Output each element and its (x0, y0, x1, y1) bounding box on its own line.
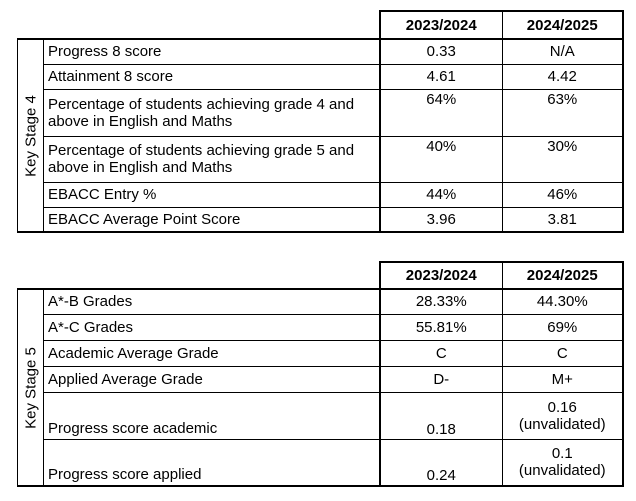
ks5-row-value-2024 (503, 392, 623, 439)
ks5-row-label: Progress score academic (44, 392, 380, 439)
ks4-row-value-2023: 40% (380, 136, 503, 182)
ks4-row-value-2023: 64% (380, 89, 503, 136)
key-stage-5-table (17, 261, 624, 487)
ks4-row-value-2024: 46% (503, 182, 623, 207)
ks4-header-2023-2024: 2023/2024 (380, 11, 503, 39)
ks5-row-value-2023: 0.24 (380, 439, 503, 486)
ks5-row-value-2024: 69% (503, 314, 623, 340)
ks5-stage-label-text: Key Stage 5 (22, 346, 39, 429)
ks4-row-value-2023: 4.61 (380, 64, 503, 89)
ks4-row-label: Progress 8 score (44, 39, 380, 64)
ks5-row-value-2023: C (380, 340, 503, 366)
ks5-row-value-2024-main: 0.1 (551, 445, 573, 463)
ks4-stage-label (18, 39, 44, 232)
ks5-row-label: A*-B Grades (44, 289, 380, 314)
ks5-row-value-2024-note: (unvalidated) (518, 415, 606, 433)
ks5-row-value-2024-note: (unvalidated) (518, 462, 606, 480)
ks4-row-label: EBACC Entry % (44, 182, 380, 207)
ks5-header-2024-2025: 2024/2025 (503, 262, 623, 289)
ks5-row-label: Academic Average Grade (44, 340, 380, 366)
ks4-row-value-2024: 30% (503, 136, 623, 182)
ks5-row-value-2023: 28.33% (380, 289, 503, 314)
ks4-row-value-2024: 3.81 (503, 207, 623, 232)
ks5-row-value-2023: D- (380, 366, 503, 392)
ks4-row-label: Percentage of students achieving grade 5 and above in English and Maths (44, 136, 380, 182)
ks5-row-value-2023: 0.18 (380, 392, 503, 439)
ks4-row-value-2024: 4.42 (503, 64, 623, 89)
ks5-row-value-2024 (503, 439, 623, 486)
ks4-row-value-2023: 44% (380, 182, 503, 207)
ks5-row-value-2024: M+ (503, 366, 623, 392)
ks5-row-label: Progress score applied (44, 439, 380, 486)
ks4-row-label: Percentage of students achieving grade 4 and above in English and Maths (44, 89, 380, 136)
ks4-row-value-2023: 3.96 (380, 207, 503, 232)
ks4-row-value-2024: N/A (503, 39, 623, 64)
ks4-row-value-2023: 0.33 (380, 39, 503, 64)
ks5-row-value-2024-main: 0.16 (547, 398, 577, 416)
ks4-header-2024-2025: 2024/2025 (503, 11, 623, 39)
ks5-row-label: A*-C Grades (44, 314, 380, 340)
ks4-stage-label-text: Key Stage 4 (22, 94, 39, 177)
ks5-row-value-2023: 55.81% (380, 314, 503, 340)
ks4-row-label: Attainment 8 score (44, 64, 380, 89)
ks5-row-label: Applied Average Grade (44, 366, 380, 392)
key-stage-4-table (17, 10, 624, 233)
ks5-header-2023-2024: 2023/2024 (380, 262, 503, 289)
ks5-row-value-2024: C (503, 340, 623, 366)
ks5-row-value-2024: 44.30% (503, 289, 623, 314)
ks5-stage-label (18, 289, 44, 486)
ks4-row-value-2024: 63% (503, 89, 623, 136)
ks4-row-label: EBACC Average Point Score (44, 207, 380, 232)
